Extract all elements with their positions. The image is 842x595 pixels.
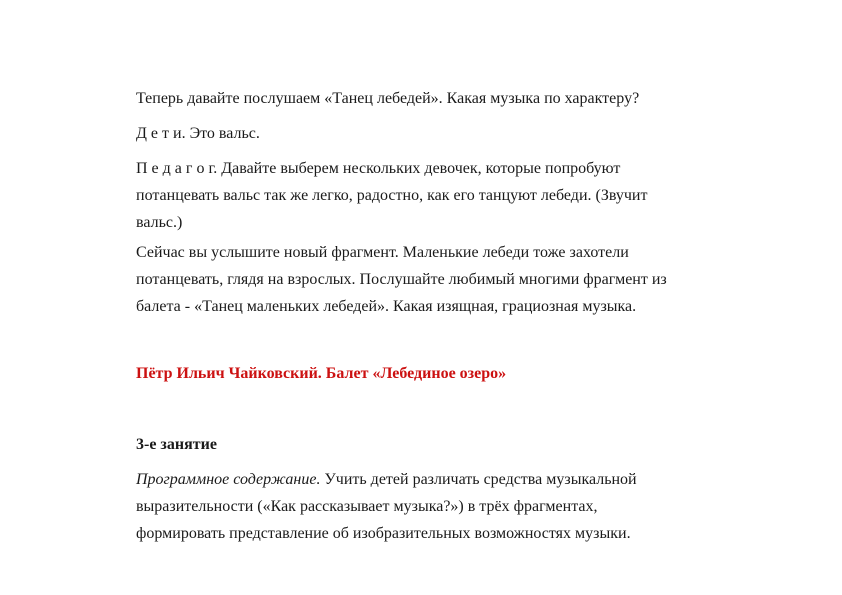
- lesson-heading: [136, 431, 736, 458]
- paragraph-teacher-waltz: [136, 155, 736, 236]
- paragraph-program-content: [136, 466, 736, 547]
- text-line: потанцевать вальс так же легко, радостно, как его танцуют лебеди. (Звучит: [136, 187, 648, 204]
- text-line: выразительности («Как рассказывает музыка?») в трёх фрагментах,: [136, 498, 598, 515]
- text-line: потанцевать, глядя на взрослых. Послушайте любимый многими фрагмент из: [136, 271, 667, 288]
- text-line: балета - «Танец маленьких лебедей». Какая изящная, грациозная музыка.: [136, 298, 637, 315]
- text-line: Сейчас вы услышите новый фрагмент. Маленькие лебеди тоже захотели: [136, 244, 629, 261]
- program-content-label: Программное содержание.: [136, 471, 321, 488]
- section-heading-tchaikovsky: [136, 360, 736, 387]
- paragraph-little-swans: [136, 239, 736, 320]
- text-line: Д е т и. Это вальс.: [136, 125, 260, 142]
- text-line: вальс.): [136, 214, 183, 231]
- text-line: П е д а г о г. Давайте выберем нескольких девочек, которые попробуют: [136, 160, 621, 177]
- heading-text: Пётр Ильич Чайковский. Балет «Лебединое озеро»: [136, 365, 507, 382]
- text-fragment: Учить детей различать средства музыкальной: [320, 471, 637, 488]
- paragraph-listen-swan-dance: [136, 85, 736, 112]
- text-line: формировать представление об изобразительных возможностях музыки.: [136, 525, 631, 542]
- paragraph-children-answer: [136, 120, 736, 147]
- text-line: Теперь давайте послушаем «Танец лебедей». Какая музыка по характеру?: [136, 90, 640, 107]
- text-line: [136, 466, 736, 493]
- heading-text: 3-е занятие: [136, 436, 217, 453]
